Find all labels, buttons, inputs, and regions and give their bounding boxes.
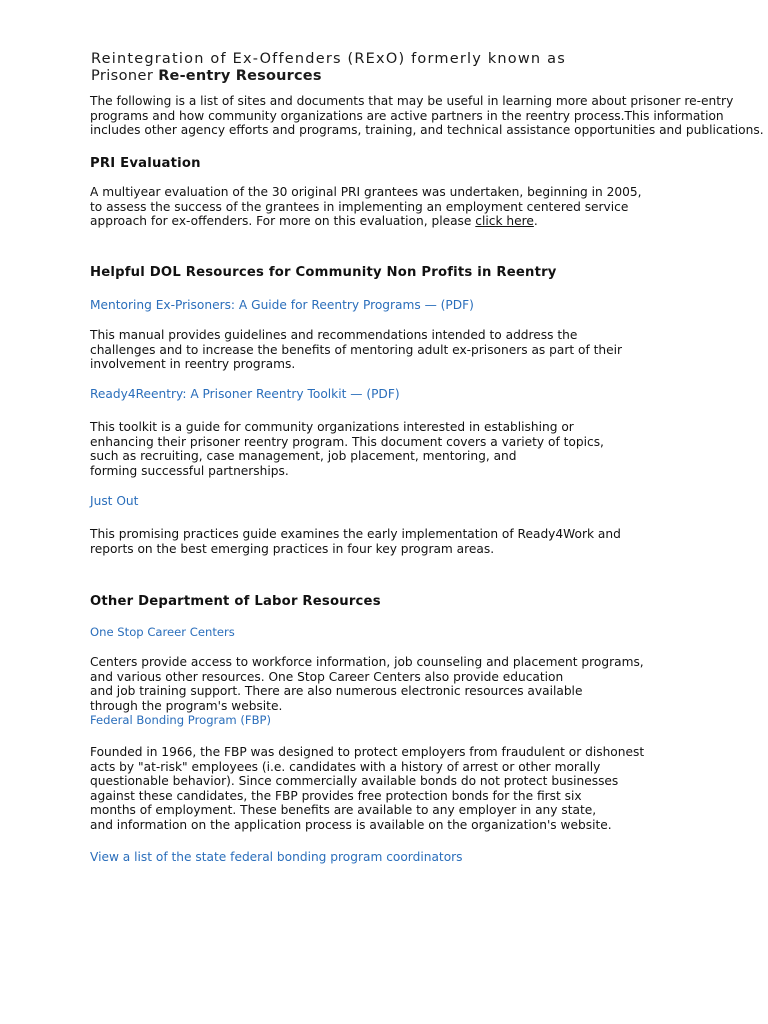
pri-evaluation-heading: PRI Evaluation [90,156,201,171]
pri-line: to assess the success of the grantees in implementing an employment centered service [90,199,629,214]
pri-line [90,214,642,229]
fbp-line: questionable behavior). Since commercially available bonds do not protect businesses [90,774,619,789]
pri-line: A multiyear evaluation of the 30 original PRI grantees was undertaken, beginning in 2005, [90,185,642,199]
onestop-line: Centers provide access to workforce information, job counseling and placement programs, [90,655,644,669]
mentoring-paragraph [90,328,622,372]
justout-line: reports on the best emerging practices in four key program areas. [90,541,495,556]
fbp-line: against these candidates, the FBP provides free protection bonds for the first six [90,788,582,803]
one-stop-paragraph [90,655,644,713]
intro-line: includes other agency efforts and programs, training, and technical assistance opportunities and publications. [90,123,764,138]
ready-line: such as recruiting, case management, job placement, mentoring, and [90,449,517,464]
fbp-line: months of employment. These benefits are available to any employer in any state, [90,803,597,818]
page-title-line-2 [91,68,322,84]
intro-line: programs and how community organizations are active partners in the reentry process.This information [90,108,724,123]
ready-line: This toolkit is a guide for community organizations interested in establishing or [90,420,574,434]
click-here-link[interactable]: click here [475,214,534,229]
ready-line: enhancing their prisoner reentry program. This document covers a variety of topics, [90,434,604,449]
fbp-line: and information on the application process is available on the organization's website. [90,817,612,832]
intro-line: The following is a list of sites and documents that may be useful in learning more about prisoner re-entry [90,94,734,108]
ready4reentry-paragraph [90,420,604,478]
onestop-line: and job training support. There are also numerous electronic resources available [90,684,583,699]
ready4reentry-toolkit-link[interactable]: Ready4Reentry: A Prisoner Reentry Toolkit — (PDF) [90,387,400,401]
just-out-link[interactable]: Just Out [90,494,139,508]
onestop-line: through the program's website. [90,698,283,713]
federal-bonding-program-link[interactable]: Federal Bonding Program (FBP) [90,713,272,727]
just-out-paragraph [90,527,621,556]
mentoring-line: This manual provides guidelines and recommendations intended to address the [90,328,578,342]
intro-paragraph [90,94,764,138]
pri-last-suffix: . [533,214,538,229]
dol-resources-heading: Helpful DOL Resources for Community Non Profits in Reentry [90,265,557,280]
mentoring-line: challenges and to increase the benefits of mentoring adult ex-prisoners as part of their [90,342,623,357]
one-stop-career-centers-link[interactable]: One Stop Career Centers [90,625,235,639]
fbp-paragraph [90,745,644,833]
pri-paragraph [90,185,642,229]
onestop-line: and various other resources. One Stop Career Centers also provide education [90,669,564,684]
fbp-line: acts by "at-risk" employees (i.e. candidates with a history of arrest or other morally [90,759,601,774]
mentoring-guide-link[interactable]: Mentoring Ex-Prisoners: A Guide for Reentry Programs — (PDF) [90,298,474,312]
other-dol-resources-heading: Other Department of Labor Resources [90,594,381,609]
state-bonding-coordinators-link[interactable]: View a list of the state federal bonding program coordinators [90,850,463,864]
ready-line: forming successful partnerships. [90,463,289,478]
mentoring-line: involvement in reentry programs. [90,357,296,372]
fbp-line: Founded in 1966, the FBP was designed to protect employers from fraudulent or dishonest [90,745,645,759]
title-bold: Re-entry Resources [158,68,322,84]
pri-last-prefix: approach for ex-offenders. For more on this evaluation, please [90,214,476,229]
page-title-line-1: Reintegration of Ex-Offenders (RExO) formerly known as [91,51,566,67]
title-prefix: Prisoner [91,68,159,84]
justout-line: This promising practices guide examines the early implementation of Ready4Work and [90,527,621,541]
